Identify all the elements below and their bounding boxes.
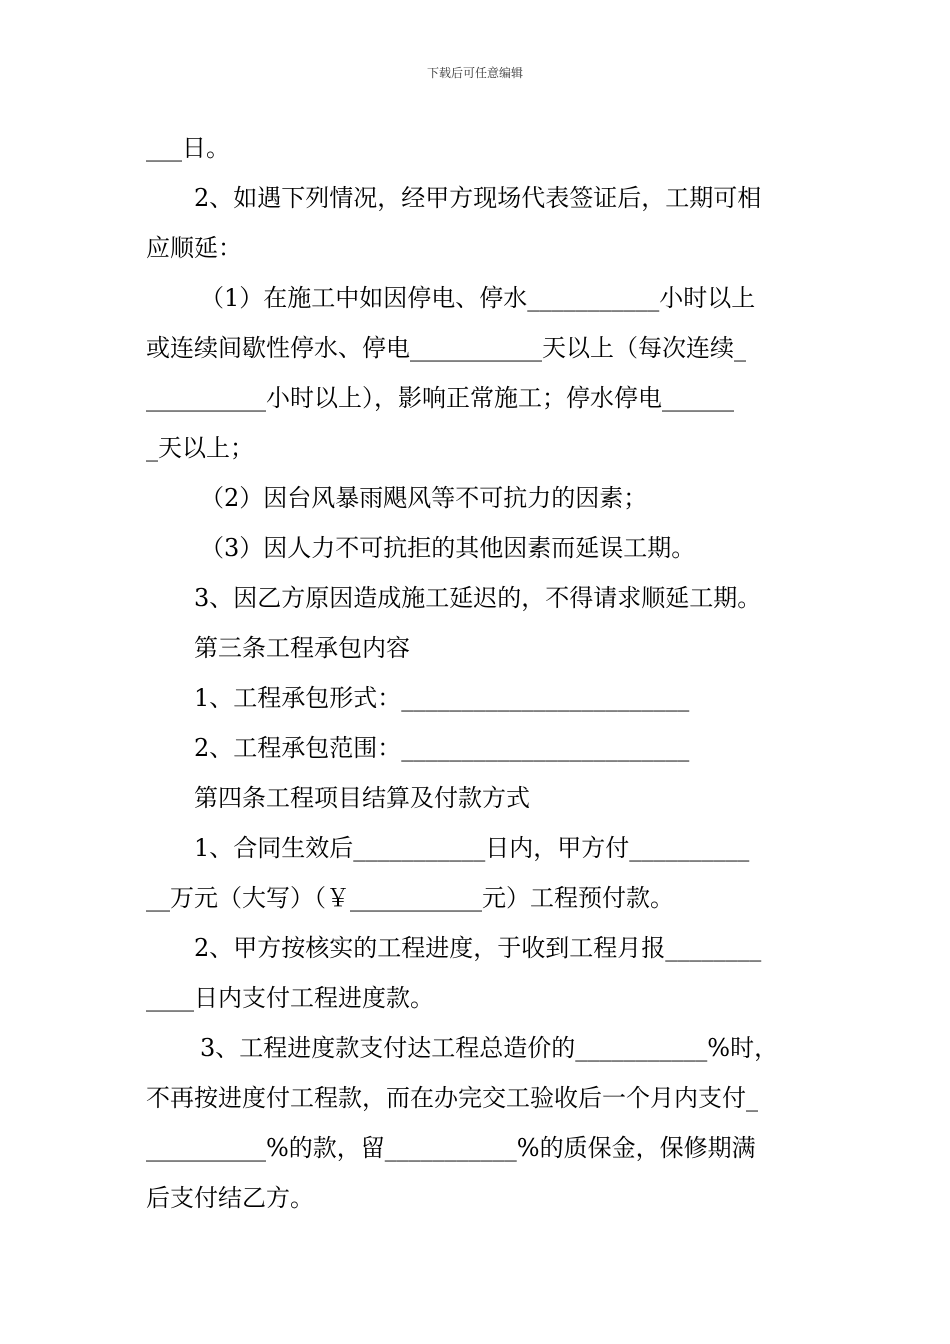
body-line-6: __________小时以上），影响正常施工；停水停电______	[146, 384, 734, 412]
body-line-22: 后支付结乙方。	[146, 1184, 314, 1212]
body-line-1: ___日。	[146, 134, 230, 162]
body-line-9: （3）因人力不可抗拒的其他因素而延误工期。	[200, 534, 696, 562]
body-line-18: ____日内支付工程进度款。	[146, 984, 434, 1012]
body-line-20: 不再按进度付工程款，而在办完交工验收后一个月内支付_	[146, 1084, 758, 1112]
body-line-19: 3、工程进度款支付达工程总造价的___________%时，	[200, 1034, 779, 1062]
body-line-5: 或连续间歇性停水、停电___________天以上（每次连续_	[146, 334, 746, 362]
body-line-8: （2）因台风暴雨飓风等不可抗力的因素；	[200, 484, 648, 512]
body-line-3: 应顺延：	[146, 234, 242, 262]
body-line-2: 2、如遇下列情况，经甲方现场代表签证后，工期可相	[194, 184, 762, 212]
section-heading-4: 第四条工程项目结算及付款方式	[194, 784, 530, 812]
body-line-12: 1、工程承包形式：________________________	[194, 684, 690, 712]
page-header-note: 下载后可任意编辑	[426, 66, 523, 80]
body-line-15: 1、合同生效后___________日内，甲方付__________	[194, 834, 750, 862]
body-line-17: 2、甲方按核实的工程进度，于收到工程月报________	[194, 934, 762, 962]
section-heading-3: 第三条工程承包内容	[194, 634, 410, 662]
body-line-13: 2、工程承包范围：________________________	[194, 734, 690, 762]
body-line-4: （1）在施工中如因停电、停水___________小时以上	[200, 284, 756, 312]
body-line-10: 3、因乙方原因造成施工延迟的，不得请求顺延工期。	[194, 584, 762, 612]
body-line-16: __万元（大写）（￥___________元）工程预付款。	[146, 884, 674, 912]
body-line-21: __________%的款，留___________%的质保金，保修期满	[146, 1134, 756, 1162]
body-line-7: _天以上；	[146, 434, 254, 462]
